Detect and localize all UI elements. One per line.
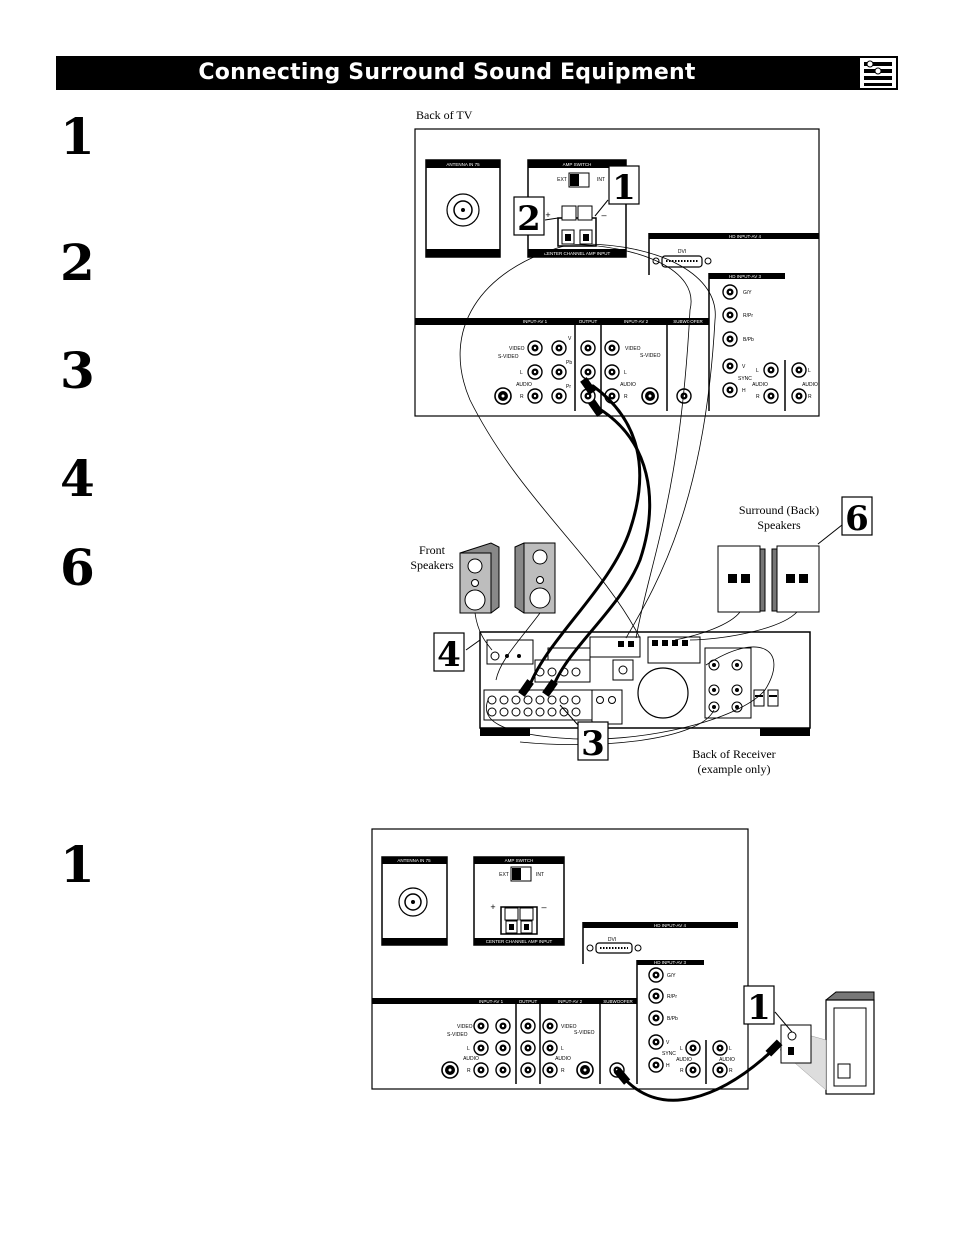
- ext-int-switch: [570, 174, 579, 186]
- surround-speakers-label: Surround (Back) Speakers: [738, 503, 820, 532]
- svg-text:4: 4: [437, 635, 461, 675]
- antenna-input-box-2: [382, 857, 447, 945]
- svg-text:OUTPUT: OUTPUT: [518, 999, 538, 1004]
- svg-text:G/Y: G/Y: [743, 290, 752, 296]
- svg-text:L: L: [561, 1046, 564, 1052]
- svg-text:Pr: Pr: [566, 384, 571, 390]
- step-number-2: 2: [60, 233, 95, 292]
- svg-text:S-VIDEO: S-VIDEO: [574, 1030, 595, 1036]
- svg-text:–: –: [541, 902, 547, 912]
- svg-text:Pb: Pb: [566, 360, 573, 366]
- svg-text:AMP SWITCH: AMP SWITCH: [562, 162, 592, 167]
- svg-text:V: V: [742, 364, 746, 370]
- tv-back-panel-2: [372, 829, 748, 1089]
- svg-text:–: –: [601, 210, 607, 220]
- svg-text:EXT: EXT: [557, 177, 567, 183]
- svg-text:SUBWOOFER: SUBWOOFER: [673, 319, 703, 324]
- step-number-1-subwoofer: 1: [60, 835, 95, 894]
- svg-text:S-VIDEO: S-VIDEO: [498, 354, 519, 360]
- svg-text:AUDIO: AUDIO: [516, 382, 532, 388]
- svg-text:INPUT-AV 2: INPUT-AV 2: [557, 999, 583, 1004]
- svg-text:ANTENNA IN 75: ANTENNA IN 75: [446, 162, 480, 167]
- svg-text:L: L: [756, 368, 759, 374]
- svg-text:H: H: [742, 388, 746, 394]
- svg-text:R: R: [624, 394, 628, 400]
- svg-text:SYNC: SYNC: [662, 1051, 676, 1057]
- svg-text:3: 3: [581, 724, 605, 764]
- svg-text:R: R: [680, 1068, 684, 1074]
- svg-text:S-VIDEO: S-VIDEO: [447, 1032, 468, 1038]
- svg-text:SUBWOOFER: SUBWOOFER: [603, 999, 633, 1004]
- back-of-receiver-label: Back of Receiver (example only): [692, 747, 776, 776]
- svg-text:S-VIDEO: S-VIDEO: [640, 353, 661, 359]
- svg-text:AUDIO: AUDIO: [719, 1057, 735, 1063]
- svg-text:HD INPUT-AV 3: HD INPUT-AV 3: [729, 274, 761, 279]
- svg-text:V: V: [568, 336, 572, 342]
- svg-text:1: 1: [747, 988, 771, 1028]
- svg-text:R: R: [756, 394, 760, 400]
- svg-text:INPUT-AV 1: INPUT-AV 1: [522, 319, 548, 324]
- svg-text:R/Pr: R/Pr: [667, 994, 677, 1000]
- svg-text:R: R: [561, 1068, 565, 1074]
- svg-text:DVI: DVI: [607, 937, 617, 943]
- receiver-fan: [638, 668, 688, 718]
- amp-switch-box-2: [474, 857, 564, 945]
- svg-text:HD INPUT-AV 3: HD INPUT-AV 3: [654, 960, 686, 965]
- svg-text:B/Pb: B/Pb: [743, 337, 754, 343]
- svg-text:ANTENNA IN 75: ANTENNA IN 75: [397, 858, 431, 863]
- svg-text:G/Y: G/Y: [667, 973, 676, 979]
- page-title: Connecting Surround Sound Equipment: [198, 60, 696, 85]
- svg-text:V: V: [666, 1040, 670, 1046]
- svg-text:INPUT-AV 2: INPUT-AV 2: [623, 319, 649, 324]
- svg-text:6: 6: [845, 499, 869, 539]
- svg-text:VIDEO: VIDEO: [457, 1024, 473, 1030]
- svg-text:L: L: [808, 368, 811, 374]
- step-number-4: 4: [60, 449, 95, 508]
- svg-text:R: R: [467, 1068, 471, 1074]
- callout-4-front: [434, 633, 480, 675]
- svg-text:H: H: [666, 1063, 670, 1069]
- svg-text:AMP SWITCH: AMP SWITCH: [504, 858, 534, 863]
- svg-text:HD INPUT-AV 4: HD INPUT-AV 4: [654, 923, 686, 928]
- svg-text:+: +: [490, 902, 496, 912]
- svg-text:INT: INT: [596, 177, 606, 183]
- svg-text:+: +: [545, 210, 551, 220]
- svg-text:VIDEO: VIDEO: [561, 1024, 577, 1030]
- svg-text:CENTER CHANNEL AMP INPUT: CENTER CHANNEL AMP INPUT: [543, 251, 611, 256]
- svg-text:1: 1: [612, 168, 636, 208]
- front-speakers-label: Front Speakers: [410, 543, 454, 572]
- svg-text:AUDIO: AUDIO: [555, 1056, 571, 1062]
- svg-text:VIDEO: VIDEO: [509, 346, 525, 352]
- svg-text:AUDIO: AUDIO: [802, 382, 818, 388]
- svg-text:L: L: [520, 370, 523, 376]
- subwoofer: [780, 992, 874, 1094]
- svg-text:HD INPUT-AV 4: HD INPUT-AV 4: [729, 234, 761, 239]
- svg-text:L: L: [680, 1046, 683, 1052]
- antenna-input-box: [426, 160, 500, 257]
- svg-text:AUDIO: AUDIO: [463, 1056, 479, 1062]
- front-speaker-left: [460, 543, 499, 613]
- front-speaker-right: [515, 543, 555, 613]
- surround-speaker-right: [772, 546, 819, 612]
- svg-text:B/Pb: B/Pb: [667, 1016, 678, 1022]
- svg-text:VIDEO: VIDEO: [625, 346, 641, 352]
- svg-text:AUDIO: AUDIO: [752, 382, 768, 388]
- svg-text:R: R: [729, 1068, 733, 1074]
- svg-text:R/Pr: R/Pr: [743, 313, 753, 319]
- svg-text:R: R: [808, 394, 812, 400]
- svg-text:CENTER CHANNEL AMP INPUT: CENTER CHANNEL AMP INPUT: [485, 939, 553, 944]
- svg-text:L: L: [467, 1046, 470, 1052]
- svg-text:L: L: [624, 370, 627, 376]
- svg-text:L: L: [729, 1046, 732, 1052]
- surround-speaker-left: [718, 546, 765, 612]
- svg-text:INT: INT: [535, 872, 545, 878]
- svg-text:OUTPUT: OUTPUT: [578, 319, 598, 324]
- step-number-3: 3: [60, 341, 95, 400]
- svg-text:AUDIO: AUDIO: [676, 1057, 692, 1063]
- svg-text:DVI: DVI: [677, 249, 687, 255]
- svg-text:2: 2: [517, 199, 541, 239]
- svg-text:EXT: EXT: [499, 872, 509, 878]
- svg-text:R: R: [520, 394, 524, 400]
- svg-text:INPUT-AV 1: INPUT-AV 1: [478, 999, 504, 1004]
- step-number-6: 6: [60, 538, 95, 597]
- svg-text:SYNC: SYNC: [738, 376, 752, 382]
- callout-6-surround: [818, 497, 872, 544]
- svg-text:AUDIO: AUDIO: [620, 382, 636, 388]
- step-number-1: 1: [60, 107, 95, 166]
- back-of-tv-label: Back of TV: [416, 108, 473, 122]
